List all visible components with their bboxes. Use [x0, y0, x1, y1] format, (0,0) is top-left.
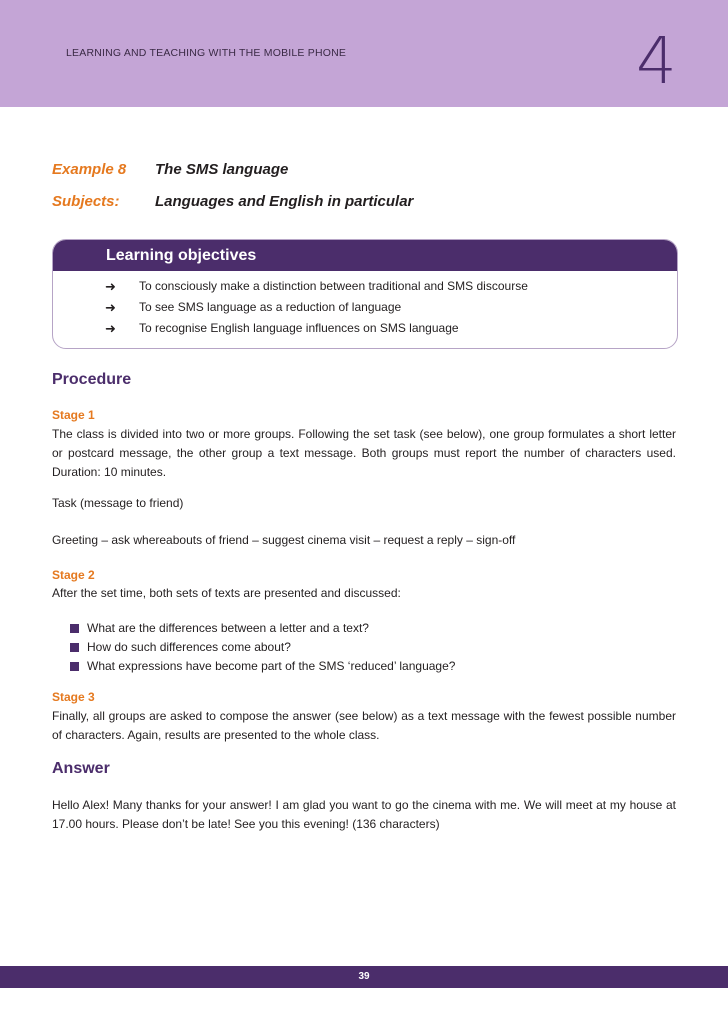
arrow-right-icon: ➜: [105, 279, 116, 294]
procedure-heading: Procedure: [52, 371, 132, 388]
objective-item: [53, 297, 677, 318]
learning-objectives-box: [52, 239, 678, 349]
subjects-value: Languages and English in particular: [155, 193, 414, 210]
example-label: Example 8: [52, 161, 127, 178]
stage-3-text: Finally, all groups are asked to compose the answer (see below) as a text message with the fewest possible number of characters. Again, results are presented to the whole class.: [52, 709, 676, 742]
arrow-right-icon: ➜: [105, 321, 116, 336]
objective-item: [53, 276, 677, 297]
stage-1-text: The class is divided into two or more groups. Following the set task (see below), one group formulates a short letter or postcard message, the other group a text message. Both groups must report the number of characters used. Duration: 10 minutes.: [52, 427, 676, 479]
chapter-number: 4: [636, 25, 677, 99]
answer-text: Hello Alex! Many thanks for your answer! I am glad you want to go the cinema with me. We will meet at my house at 17.00 hours. Please don’t be late! See you this evening! (136 characters): [52, 798, 676, 831]
bullet-item: [70, 638, 455, 657]
running-head: LEARNING AND TEACHING WITH THE MOBILE PHONE: [66, 47, 347, 59]
square-bullet-icon: [70, 643, 79, 652]
example-title: The SMS language: [155, 161, 289, 178]
task-label: Task (message to friend): [52, 496, 184, 510]
stage-2-bullets: [70, 619, 455, 676]
bullet-text: How do such differences come about?: [87, 640, 291, 654]
bullet-item: [70, 619, 455, 638]
subjects-label: Subjects:: [52, 193, 120, 210]
square-bullet-icon: [70, 662, 79, 671]
example-row: [52, 161, 288, 178]
bullet-text: What are the differences between a letter and a text?: [87, 621, 369, 635]
answer-heading: Answer: [52, 760, 110, 777]
square-bullet-icon: [70, 624, 79, 633]
bullet-item: [70, 657, 455, 676]
task-text: Greeting – ask whereabouts of friend – suggest cinema visit – request a reply – sign-off: [52, 533, 516, 547]
stage-2-heading: Stage 2: [52, 568, 95, 582]
subjects-row: [52, 193, 413, 210]
page-number: 39: [358, 971, 370, 982]
stage-2-text: After the set time, both sets of texts are presented and discussed:: [52, 586, 401, 600]
objectives-list: [53, 271, 677, 339]
arrow-right-icon: ➜: [105, 300, 116, 315]
stage-1-heading: Stage 1: [52, 408, 95, 422]
objective-text: To see SMS language as a reduction of language: [139, 300, 402, 314]
bullet-text: What expressions have become part of the SMS ‘reduced’ language?: [87, 659, 456, 673]
objective-text: To consciously make a distinction between traditional and SMS discourse: [139, 279, 528, 293]
objective-text: To recognise English language influences on SMS language: [139, 321, 459, 335]
stage-3-heading: Stage 3: [52, 690, 95, 704]
objective-item: [53, 318, 677, 339]
learning-objectives-title: Learning objectives: [53, 240, 677, 271]
